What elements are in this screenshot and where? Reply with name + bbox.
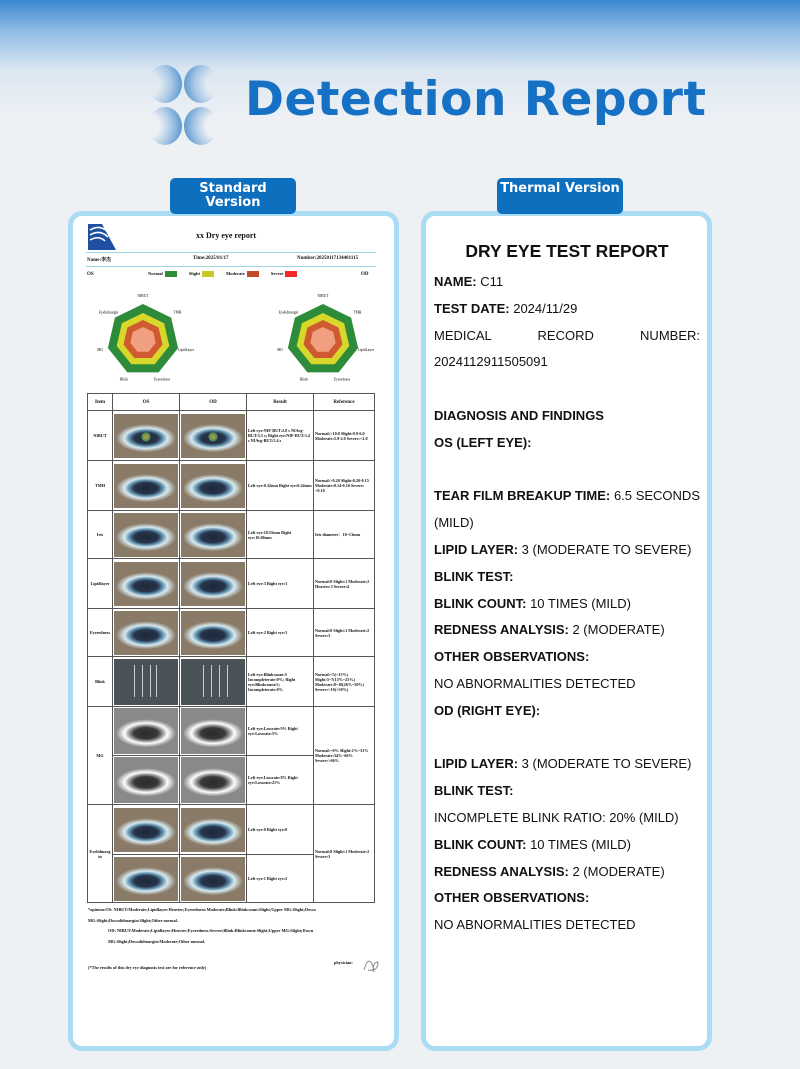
- od-mg-image: [181, 708, 245, 754]
- os-radar-chart: [88, 290, 198, 385]
- tab-thermal-version[interactable]: Thermal Version: [497, 178, 623, 214]
- radar-axis-label: Eyeredness: [153, 377, 171, 382]
- radar-axis-label: LipidLayer: [177, 347, 194, 352]
- od-eye-image: [181, 513, 245, 557]
- table-row: MG Left eye:Lossrate:9% Right eye:Lossrate:5% Normal:=0% Slight:1%~33% Moderate:34%~66% Severe:>66%: [88, 707, 375, 756]
- od-radar-chart: [268, 290, 378, 385]
- od-eyelid-image: [181, 808, 245, 852]
- radar-axis-label: TMH: [173, 310, 182, 315]
- thermal-report-text: [434, 239, 700, 939]
- legend-normal: Normal: [148, 271, 177, 277]
- table-row: Blink Left eye:Blinkcount:5 Incompleterate:0%; Right eye:Blinkcount:5; Incompleterate:0% Normal:<5(<15%) Slight:5~7(15%~25%) Moderate:8~10(26%~50%) Severe:>10(>50%): [88, 657, 375, 707]
- os-eye-image: [114, 414, 178, 458]
- date-line: TEST DATE: 2024/11/29: [434, 300, 578, 316]
- od-other-value: NO ABNORMALITIES DETECTED: [434, 917, 636, 933]
- legend-severe: Severe: [271, 271, 298, 277]
- od-lipid-line: LIPID LAYER: 3 (MODERATE TO SEVERE): [434, 756, 692, 772]
- od-eye-image: [181, 611, 245, 655]
- page-title: Detection Report: [245, 72, 707, 127]
- thermal-title: DRY EYE TEST REPORT: [465, 241, 669, 261]
- report-title: xx Dry eye report: [196, 231, 257, 240]
- od-eyelid-image: [181, 857, 245, 901]
- name-line: NAME: C11: [434, 274, 504, 289]
- radar-axis-label: MG: [277, 347, 284, 352]
- col-item: Item: [88, 394, 113, 411]
- os-redness-line: REDNESS ANALYSIS: 2 (MODERATE): [434, 622, 665, 638]
- mrn-value: 2024112911505091: [434, 354, 548, 370]
- mrn-label: MEDICAL RECORD NUMBER:: [434, 327, 700, 343]
- col-os: OS: [113, 394, 180, 411]
- od-mg-image: [181, 757, 245, 803]
- radar-axis-label: NIBUT: [317, 294, 329, 298]
- radar-axis-label: LipidLayer: [357, 347, 374, 352]
- table-row: Iris Left eye:10.55mm Right eye:10.60mm Iris diameter：10~13mm: [88, 511, 375, 559]
- od-blink-count-line: BLINK COUNT: 10 TIMES (MILD): [434, 836, 631, 852]
- tab-standard-version[interactable]: Standard Version: [170, 178, 296, 214]
- os-heading: OS (LEFT EYE):: [434, 434, 532, 450]
- od-eye-image: [181, 464, 245, 508]
- od-label: OD: [361, 272, 369, 277]
- os-label: OS: [87, 272, 94, 277]
- od-eye-image: [181, 414, 245, 458]
- os-other-value: NO ABNORMALITIES DETECTED: [434, 675, 636, 691]
- radar-axis-label: Blink: [119, 377, 128, 382]
- table-row: Left eye:Lossrate:8% Right eye:Lossrate:21%: [88, 756, 375, 805]
- legend-moderate: Moderate: [226, 271, 259, 277]
- od-heading: OD (RIGHT EYE):: [434, 702, 541, 718]
- radar-axis-label: MG: [97, 347, 104, 352]
- od-eye-image: [181, 562, 245, 606]
- os-eye-image: [114, 611, 178, 655]
- radar-axis-label: Eyelidmargin: [98, 310, 119, 315]
- os-mg-image: [114, 757, 178, 803]
- patient-name: Name:李杰: [87, 258, 112, 263]
- diagnosis-heading: DIAGNOSIS AND FINDINGS: [434, 407, 604, 423]
- physician-label: physician:: [334, 960, 353, 965]
- os-eye-image: [114, 464, 178, 508]
- table-row: NIBUT Left eye:NIF-BUT:2.8 s NIAvg-BUT:5.5 s; Right eye:NIF-BUT:3.4 s NIAvg-BUT:5.4 s Normal:>10.0 Slight:9.9-6.0 Moderate:5.9-2.0 Severe:<2.0: [88, 411, 375, 461]
- os-eye-image: [114, 513, 178, 557]
- table-row: Eyeredness Left eye:2 Right eye:3 Normal:0 Slight:1 Moderate:2 Severe:3: [88, 609, 375, 657]
- report-time: Time:2025/01/17: [193, 256, 229, 261]
- table-row: TMH Left eye:0.32mm Right eye:0.24mm Normal:>0.20 Slight:0.20-0.15 Moderate:0.14-0.10 Severe:<0.10: [88, 461, 375, 511]
- os-eyelid-image: [114, 808, 178, 852]
- os-eye-image: [114, 562, 178, 606]
- table-header: [88, 394, 375, 411]
- os-blink-graph: [114, 659, 178, 705]
- table-row: Eyelidmargin Left eye:0 Right eye:0 Normal:0 Slight:1 Moderate:2 Severe:3: [88, 805, 375, 855]
- od-blink-test-heading: BLINK TEST:: [434, 783, 514, 799]
- logo-icon: [148, 65, 220, 147]
- legend-slight: Slight: [189, 271, 214, 277]
- radar-axis-label: Blink: [299, 377, 308, 382]
- severity-legend: [148, 271, 297, 277]
- os-mg-image: [114, 708, 178, 754]
- table-row: Lipidlayer Left eye:3 Right eye:3 Normal:0 Slight:1 Moderate:2 Heavier:3 Severe:4: [88, 559, 375, 609]
- radar-axis-label: Eyeredness: [333, 377, 351, 382]
- report-logo-icon: [88, 224, 116, 250]
- tbut-line: TEAR FILM BREAKUP TIME: 6.5 SECONDS (MILD): [434, 488, 700, 531]
- os-eyelid-image: [114, 857, 178, 901]
- od-redness-line: REDNESS ANALYSIS: 2 (MODERATE): [434, 863, 665, 879]
- radar-axis-label: Eyelidmargin: [278, 310, 299, 315]
- radar-axis-label: TMH: [353, 310, 362, 315]
- disclaimer: (*The results of this dry eye diagnosis test are for reference only): [88, 965, 207, 970]
- table-row: Left eye:1 Right eye:2: [88, 855, 375, 903]
- os-blink-count-line: BLINK COUNT: 10 TIMES (MILD): [434, 595, 631, 611]
- col-result: Result: [247, 394, 314, 411]
- opinion: *opinion:OS: NIBUT:Moderate;Lipidlayer:Heavier;Eyeredness:Moderate;Blink:Blinkcount:Slight;Upper MG:Slight;Down MG:Slight;Downlidmargin:Slight;Other normal. OD: NIBUT:Moderate;Lipidlayer:Heavier;Eyeredness:Severe;Blink:Blinkcount:Slight;Upper MG:Slight;Down MG:Slight;Downlidmargin:Moderate;Other normal.: [88, 907, 316, 944]
- os-other-heading: OTHER OBSERVATIONS:: [434, 649, 590, 665]
- od-other-heading: OTHER OBSERVATIONS:: [434, 890, 590, 906]
- signature-icon: [360, 952, 382, 974]
- os-lipid-line: LIPID LAYER: 3 (MODERATE TO SEVERE): [434, 541, 692, 557]
- od-blink-graph: [181, 659, 245, 705]
- od-incomplete-line: INCOMPLETE BLINK RATIO: 20% (MILD): [434, 809, 679, 825]
- col-od: OD: [180, 394, 247, 411]
- results-table: [87, 393, 375, 903]
- radar-axis-label: NIBUT: [137, 294, 149, 298]
- col-reference: Reference: [314, 394, 375, 411]
- os-blink-test-heading: BLINK TEST:: [434, 568, 514, 584]
- report-number: Number:20250117134401115: [297, 256, 359, 261]
